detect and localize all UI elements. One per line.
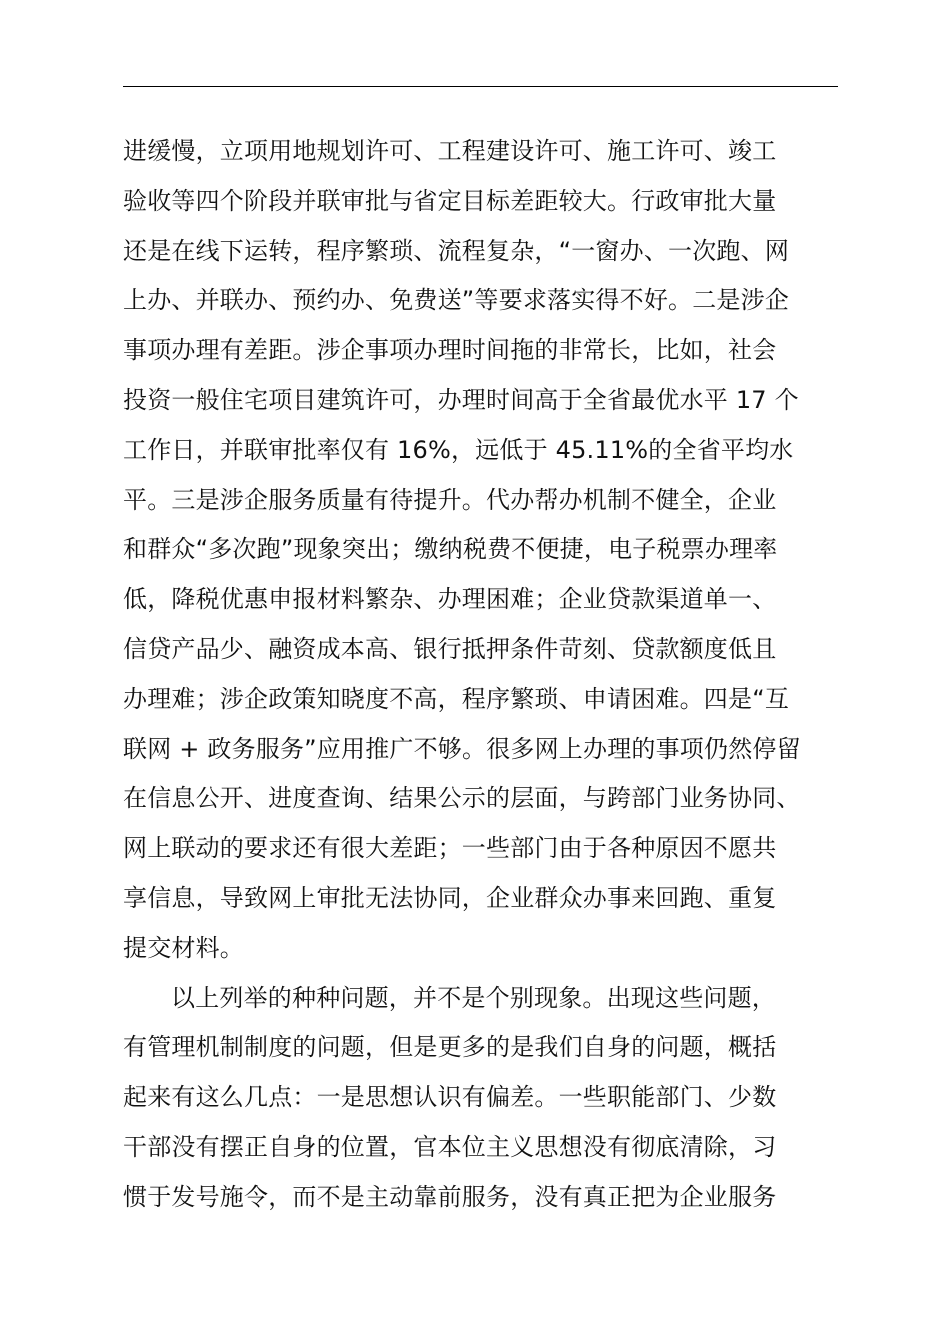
text-line: 在信息公开、进度查询、结果公示的层面，与跨部门业务协同、 xyxy=(123,784,801,813)
text-line: 工作日，并联审批率仅有 16%，远低于 45.11%的全省平均水 xyxy=(123,435,794,464)
text-line: 验收等四个阶段并联审批与省定目标差距较大。行政审批大量 xyxy=(123,186,777,215)
text-line: 提交材料。 xyxy=(123,933,244,962)
text-line: 上办、并联办、预约办、免费送”等要求落实得不好。二是涉企 xyxy=(123,286,790,315)
header-rule xyxy=(123,86,838,87)
text-line: 投资一般住宅项目建筑许可，办理时间高于全省最优水平 17 个 xyxy=(123,385,799,414)
text-line: 事项办理有差距。涉企事项办理时间拖的非常长，比如，社会 xyxy=(123,336,777,365)
text-line: 以上列举的种种问题，并不是个别现象。出现这些问题， xyxy=(171,983,776,1012)
text-line: 网上联动的要求还有很大差距；一些部门由于各种原因不愿共 xyxy=(123,834,777,863)
text-line: 信贷产品少、融资成本高、银行抵押条件苛刻、贷款额度低且 xyxy=(123,634,777,663)
document-body xyxy=(123,127,863,1223)
text-line: 有管理机制制度的问题，但是更多的是我们自身的问题，概括 xyxy=(123,1033,777,1062)
text-line: 联网 + 政务服务”应用推广不够。很多网上办理的事项仍然停留 xyxy=(123,734,801,763)
text-line: 起来有这么几点：一是思想认识有偏差。一些职能部门、少数 xyxy=(123,1083,777,1112)
text-line: 还是在线下运转，程序繁琐、流程复杂，“一窗办、一次跑、网 xyxy=(123,236,790,265)
text-line: 惯于发号施令，而不是主动靠前服务，没有真正把为企业服务 xyxy=(123,1182,777,1211)
text-line: 干部没有摆正自身的位置，官本位主义思想没有彻底清除，习 xyxy=(123,1132,777,1161)
text-line: 和群众“多次跑”现象突出；缴纳税费不便捷，电子税票办理率 xyxy=(123,535,778,564)
text-line: 平。三是涉企服务质量有待提升。代办帮办机制不健全，企业 xyxy=(123,485,777,514)
text-line: 享信息，导致网上审批无法协同，企业群众办事来回跑、重复 xyxy=(123,883,777,912)
paragraph xyxy=(123,974,863,1223)
text-line: 进缓慢，立项用地规划许可、工程建设许可、施工许可、竣工 xyxy=(123,137,777,165)
text-line: 办理难；涉企政策知晓度不高，程序繁琐、申请困难。四是“互 xyxy=(123,684,790,713)
text-line: 低，降税优惠申报材料繁杂、办理困难；企业贷款渠道单一、 xyxy=(123,585,777,614)
paragraph xyxy=(123,127,863,974)
